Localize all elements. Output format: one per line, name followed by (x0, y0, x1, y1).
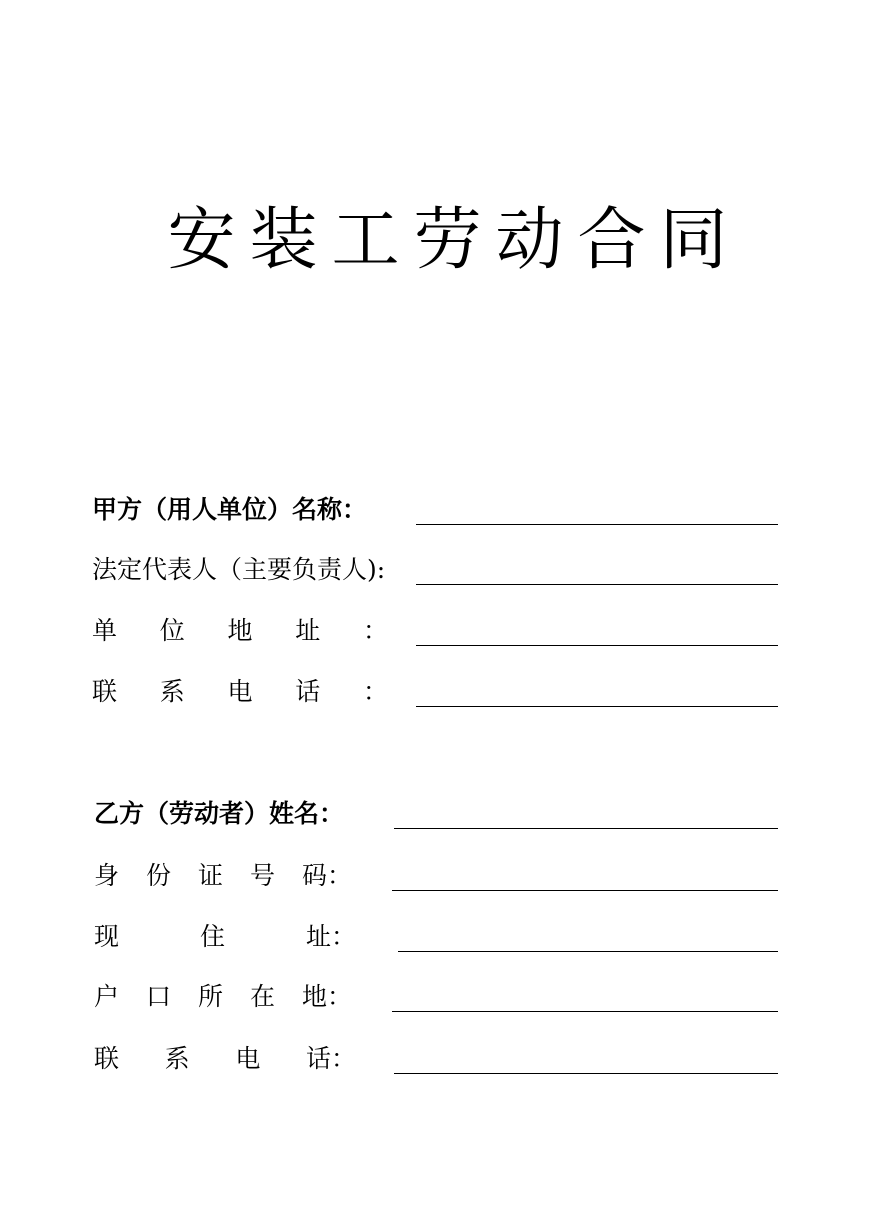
label-char: 号 (249, 861, 275, 890)
label-char: 身 (94, 861, 120, 890)
party-b-phone-field[interactable] (394, 1073, 778, 1074)
party-b-phone-label (94, 1039, 356, 1079)
label-char: 地： (301, 982, 352, 1011)
party-b-residence-row (94, 917, 780, 957)
party-a-name-label (92, 490, 402, 530)
party-b-household-row (94, 977, 780, 1017)
party-a-legal-rep-label (92, 550, 402, 590)
label-char: 在 (249, 982, 275, 1011)
party-b-name-field[interactable] (394, 828, 778, 829)
document-title: 安装工劳动合同 (167, 201, 742, 280)
label-char: ： (362, 616, 388, 645)
label-char: 话 (295, 677, 321, 706)
party-b-household-field[interactable] (392, 1011, 778, 1012)
label-char: 口 (145, 982, 171, 1011)
label-char: 电 (227, 677, 253, 706)
label-char: 系 (159, 677, 185, 706)
party-b-household-label (94, 977, 352, 1017)
party-a-name-row (92, 490, 780, 530)
party-b-phone-row (94, 1039, 780, 1079)
party-a-legal-rep-row (92, 550, 780, 590)
party-b-id-label (94, 856, 352, 896)
label-char: 话： (305, 1044, 356, 1073)
label-char: 现 (94, 922, 120, 951)
label-char: ： (362, 677, 388, 706)
label-char: 所 (197, 982, 223, 1011)
party-b-residence-field[interactable] (398, 951, 778, 952)
party-a-phone-label (92, 672, 388, 712)
label-text: 甲方（用人单位）名称： (92, 495, 368, 524)
party-a-name-field[interactable] (416, 524, 778, 525)
label-char: 电 (235, 1044, 261, 1073)
party-a-phone-field[interactable] (416, 706, 778, 707)
party-b-id-row (94, 856, 780, 896)
party-a-address-row (92, 611, 780, 651)
party-a-address-label (92, 611, 388, 651)
party-a-address-field[interactable] (416, 645, 778, 646)
label-char: 份 (145, 861, 171, 890)
party-b-id-field[interactable] (392, 890, 778, 891)
label-char: 址 (295, 616, 321, 645)
party-b-name-row (94, 794, 780, 834)
label-char: 联 (94, 1044, 120, 1073)
label-text: 法定代表人（主要负责人): (92, 555, 386, 584)
label-char: 址： (305, 922, 356, 951)
party-b-name-label (94, 794, 374, 834)
label-char: 位 (159, 616, 185, 645)
label-char: 证 (197, 861, 223, 890)
label-char: 户 (94, 982, 120, 1011)
label-char: 联 (92, 677, 118, 706)
label-char: 地 (227, 616, 253, 645)
party-a-legal-rep-field[interactable] (416, 584, 778, 585)
label-char: 系 (164, 1044, 190, 1073)
label-char: 住 (199, 922, 225, 951)
label-char: 单 (92, 616, 118, 645)
label-char: 码： (301, 861, 352, 890)
label-text: 乙方（劳动者）姓名： (94, 799, 345, 828)
party-b-residence-label (94, 917, 356, 957)
party-a-phone-row (92, 672, 780, 712)
